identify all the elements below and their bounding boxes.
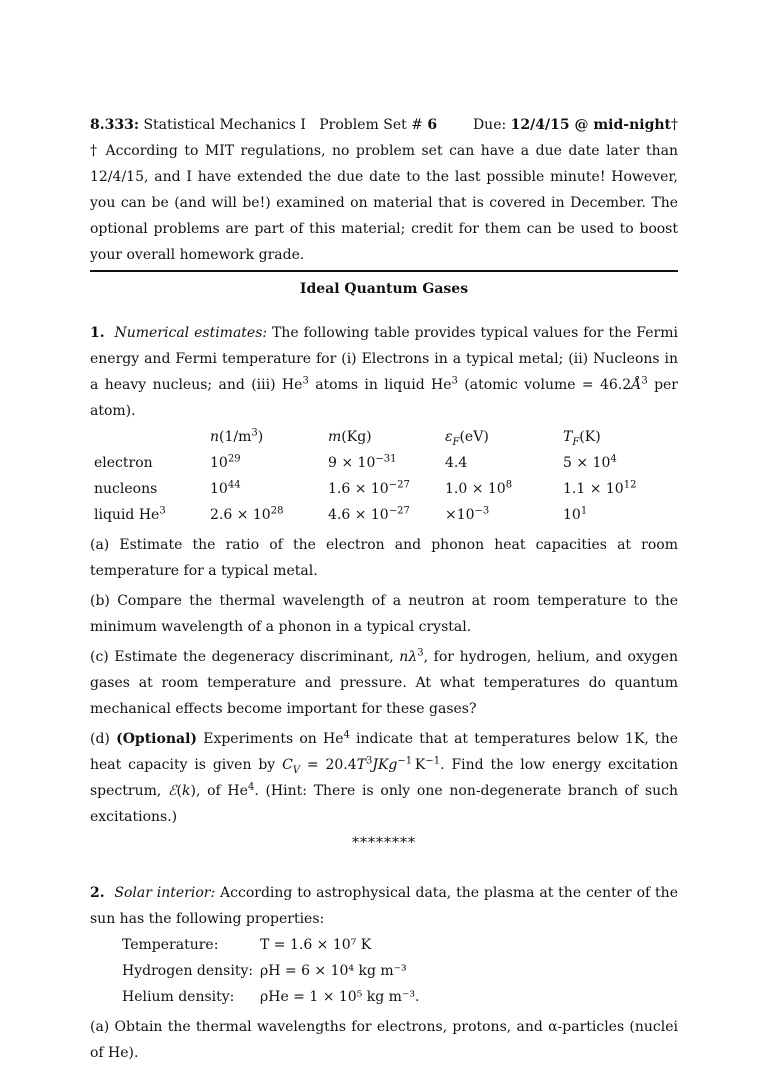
table-header-row [90, 424, 636, 450]
row-label: nucleons [94, 481, 158, 497]
problem-2-part-a: (a) Obtain the thermal wavelengths for electrons, protons, and α-particles (nuclei of He). [90, 1019, 678, 1061]
cell-n: 2.6 × 10 [210, 507, 271, 523]
cell-t: 10 [563, 507, 581, 523]
prop-label: Temperature: [122, 937, 219, 953]
cell-e: ×10 [445, 507, 475, 523]
cell-t-exp: 12 [623, 479, 637, 491]
cell-m-exp: −31 [375, 453, 397, 465]
sup-3c: 3 [641, 375, 648, 387]
cell-m: 4.6 × 10 [328, 507, 389, 523]
problem-1-intro-b: atoms in liquid He [308, 377, 452, 393]
divider [90, 270, 678, 272]
problem-1-intro: 1. Numerical estimates: The following table provides typical values for the Fermi energy and Fermi temperature for (i) Electrons in a typical metal; (ii) Nucleons in a heavy nucleus; and (iii) He$^3$ atoms in liquid He$^3$ (atomic volume = $46.2Å^3$ per atom). [90, 325, 679, 419]
col-n: $n(1/m^3)$ [210, 427, 264, 445]
part-a: (a) Estimate the ratio of the electron and phonon heat capacities at room temperature for a typical metal. [90, 537, 678, 579]
col-m: m(Kg) [328, 429, 372, 445]
table-row [90, 450, 636, 476]
cell-n-exp: 44 [227, 479, 241, 491]
header-left [90, 112, 437, 138]
problem-set-page [90, 112, 678, 1066]
optional-label: (Optional) [116, 731, 198, 747]
problem-1-number: 1. [90, 325, 105, 341]
list-item [122, 932, 678, 958]
cell-t: 1.1 × 10 [563, 481, 624, 497]
problem-1-intro-d: per atom). [90, 377, 679, 419]
part-b: (b) Compare the thermal wavelength of a neutron at room temperature to the minimum wavelength of a phonon in a typical crystal. [90, 593, 678, 635]
list-item [122, 958, 678, 984]
cell-m: 9 × 10 [328, 455, 376, 471]
prop-label: Hydrogen density: [122, 963, 254, 979]
problem-1-intro-c: (atomic volume = 46.2 [457, 377, 632, 393]
list-item [122, 984, 678, 1010]
part-d-6: . (Hint: There is only one non-degenerate branch of such excitations.) [90, 783, 678, 825]
cell-e: 4.4 [445, 455, 468, 471]
separator-stars: ******** [352, 835, 416, 851]
due-date: 12/4/15 @ mid-night [510, 117, 671, 133]
problem-2-intro [90, 880, 678, 932]
cell-e: 1.0 × 10 [445, 481, 506, 497]
part-c: (c) Estimate the degeneracy discriminant, $n\lambda^3$, for hydrogen, helium, and oxygen gases at room temperature and pressure. At what temperatures do quantum mechanical effects become important for these gases? [90, 647, 678, 717]
sup-3b: 3 [451, 375, 458, 387]
part-d-4: . Find the low energy excitation spectrum, [90, 757, 679, 799]
part-d-3: indicate that at temperatures below 1K, the heat capacity is given by [90, 731, 678, 773]
dagger-mark: † [671, 117, 678, 133]
cell-n: 10 [210, 481, 228, 497]
table-row [90, 476, 636, 502]
col-t: $T_F(K)$ [563, 429, 601, 448]
table-row [90, 502, 636, 528]
cell-n-exp: 28 [270, 505, 284, 517]
prop-value: ρH = 6 × 10⁴ kg m⁻³ [260, 963, 407, 979]
row-label-exp: 3 [159, 505, 166, 517]
cell-n-exp: 29 [227, 453, 241, 465]
fermi-table [90, 424, 636, 528]
course-name: Statistical Mechanics I [139, 117, 306, 133]
part-d-5: , of He [195, 783, 248, 799]
part-c-2: , for hydrogen, helium, and oxygen gases at room temperature and pressure. At what temperatures do quantum mechanical effects become important for these gases? [90, 649, 678, 717]
prop-value: ρHe = 1 × 10⁵ kg m⁻³. [260, 989, 420, 1005]
header-right [473, 112, 678, 138]
section-title: Ideal Quantum Gases [299, 281, 469, 297]
pset-number: 6 [427, 117, 438, 133]
prop-label: Helium density: [122, 989, 235, 1005]
row-label: electron [94, 455, 153, 471]
cell-m: 1.6 × 10 [328, 481, 389, 497]
cell-t: 5 × 10 [563, 455, 611, 471]
cell-e-exp: −3 [474, 505, 490, 517]
prop-value: T = 1.6 × 10⁷ K [260, 937, 372, 953]
notice-text: † According to MIT regulations, no problem set can have a due date later than 12/4/15, and I have extended the due date to the last possible minute! However, you can be (and will be!) examined on material that is covered in December. The optional problems are part of this material; credit for them can be used to boost your overall homework grade. [90, 143, 678, 263]
row-label: liquid He [94, 507, 160, 523]
course-number: 8.333: [90, 117, 140, 133]
cell-t-exp: 4 [610, 453, 617, 465]
problem-1-title: Numerical estimates: [114, 325, 268, 341]
part-c-1: (c) Estimate the degeneracy discriminant, [90, 649, 400, 665]
cell-m-exp: −27 [388, 479, 410, 491]
problem-2-number: 2. [90, 885, 105, 901]
pset-label: Problem Set # [319, 117, 428, 133]
part-d: (d) (Optional) Experiments on He$^4$ indicate that at temperatures below 1K, the heat capacity is given by $C_V = 20.4T^3JKg^{-1}$ $K^{-1}$. Find the low energy excitation spectrum, ℰ(k), of He$^4$. (Hint: There is only one non-degenerate branch of such excitations.) [90, 729, 679, 825]
cell-n: 10 [210, 455, 228, 471]
problem-1-intro-a: The following table provides typical values for the Fermi energy and Fermi temperature for (i) Electrons in a typical metal; (ii) Nucleons in a heavy nucleus; and (iii) He [90, 325, 678, 393]
header [90, 112, 678, 138]
problem-2-title: Solar interior: [114, 885, 216, 901]
cell-e-exp: 8 [505, 479, 513, 491]
col-eps: $\varepsilon_F(eV)$ [445, 429, 489, 448]
due-label: Due: [472, 117, 511, 133]
part-d-2: Experiments on He [197, 731, 344, 747]
sup-3a: 3 [302, 375, 309, 387]
cell-t-exp: 1 [580, 505, 588, 517]
problem-2-intro-text: According to astrophysical data, the plasma at the center of the sun has the following properties: [90, 885, 678, 927]
solar-properties [122, 932, 678, 1010]
cell-m-exp: −27 [388, 505, 410, 517]
part-d-1: (d) [90, 731, 117, 747]
